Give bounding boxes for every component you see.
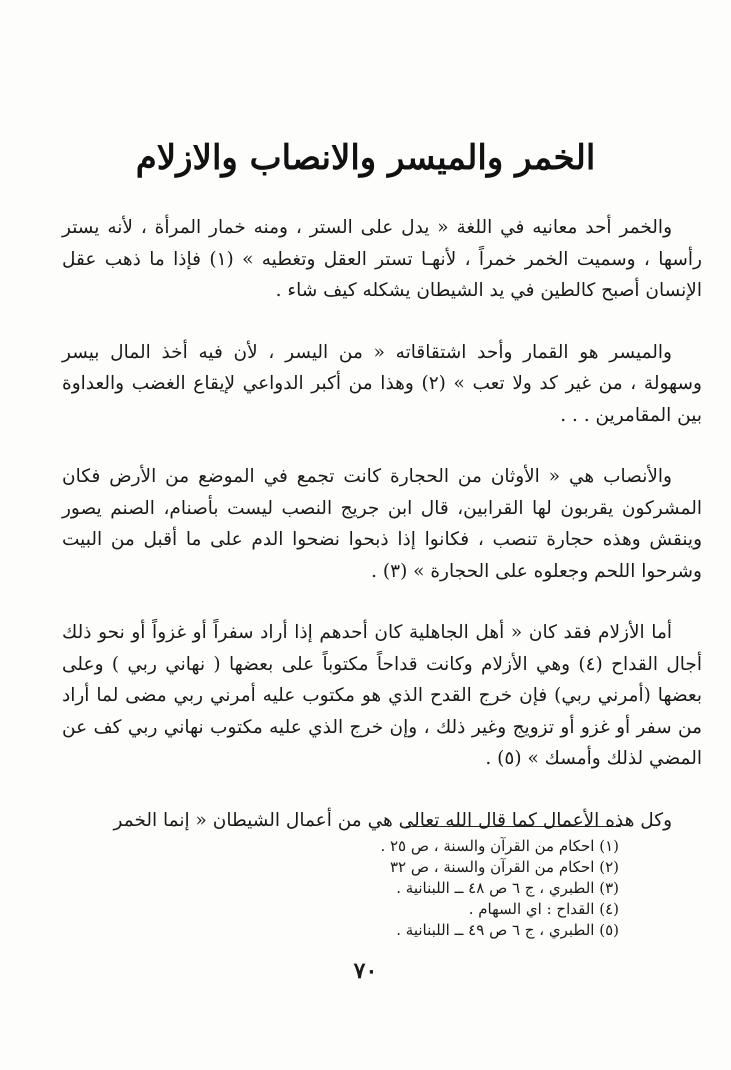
paragraph-maysir: والميسر هو القمار وأحد اشتقاقاته « من اليسر ، لأن فيه أخذ المال بيسر وسهولة ، من غير كد ولا تعب » (٢) وهذا من أكبر الدواعي لإيقاع الغضب والعداوة بين المقامرين . . .: [62, 341, 702, 426]
body-text: [62, 212, 702, 836]
footnote-3: (٣) الطبري ، ج ٦ ص ٤٨ ــ اللبنانية .: [396, 879, 619, 897]
footnote-2: (٢) احكام من القرآن والسنة ، ص ٣٢: [389, 858, 619, 876]
paragraph-conclusion: وكل هذه الأعمال كما قال الله تعالى هي من أعمال الشيطان « إنما الخمر: [113, 809, 672, 831]
footnote-4: (٤) القداح : اي السهام .: [468, 900, 619, 918]
footnote-divider: [406, 826, 621, 827]
footnotes: [259, 836, 619, 941]
paragraph-ansab: والأنصاب هي « الأوثان من الحجارة كانت تجمع في الموضع من الأرض فكان المشركون يقربون لها القرابين، قال ابن جريج النصب ليست بأصنام، الصنم يصور وينقش وهذه حجارة تنصب ، فكانوا إذا ذبحوا نضحوا الدم على ما أقبل من البيت وشرحوا اللحم وجعلوه على الحجارة » (٣) .: [62, 466, 702, 582]
page-number: ٧٠: [353, 958, 378, 984]
paragraph-khamr: والخمر أحد معانيه في اللغة « يدل على الستر ، ومنه خمار المرأة ، لأنه يستر رأسها ، وسميت الخمر خمراً ، لأنهـا تستر العقل وتغطيه » (١) فإذا ما ذهب عقل الإنسان أصبح كالطين في يد الشيطان يشكله كيف شاء .: [62, 217, 702, 301]
paragraph-azlam: أما الأزلام فقد كان « أهل الجاهلية كان أحدهم إذا أراد سفراً أو غزواً أو نحو ذلك أجال القداح (٤) وهي الأزلام وكانت قداحاً مكتوباً على بعضها ( نهاني ربي ) وعلى بعضها (أمرني ربي) فإن خرج القدح الذي هو مكتوب عليه أمرني ربي مضى لما أراد من سفر أو غزو أو تزويج وغير ذلك ، وإن خرج الذي عليه مكتوب نهاني ربي كف عن المضي لذلك وأمسك » (٥) .: [62, 622, 703, 769]
footnote-1: (١) احكام من القرآن والسنة ، ص ٢٥ .: [380, 837, 619, 855]
chapter-title: الخمر والميسر والانصاب والازلام: [135, 138, 596, 178]
footnote-5: (٥) الطبري ، ج ٦ ص ٤٩ ــ اللبنانية .: [396, 921, 619, 939]
